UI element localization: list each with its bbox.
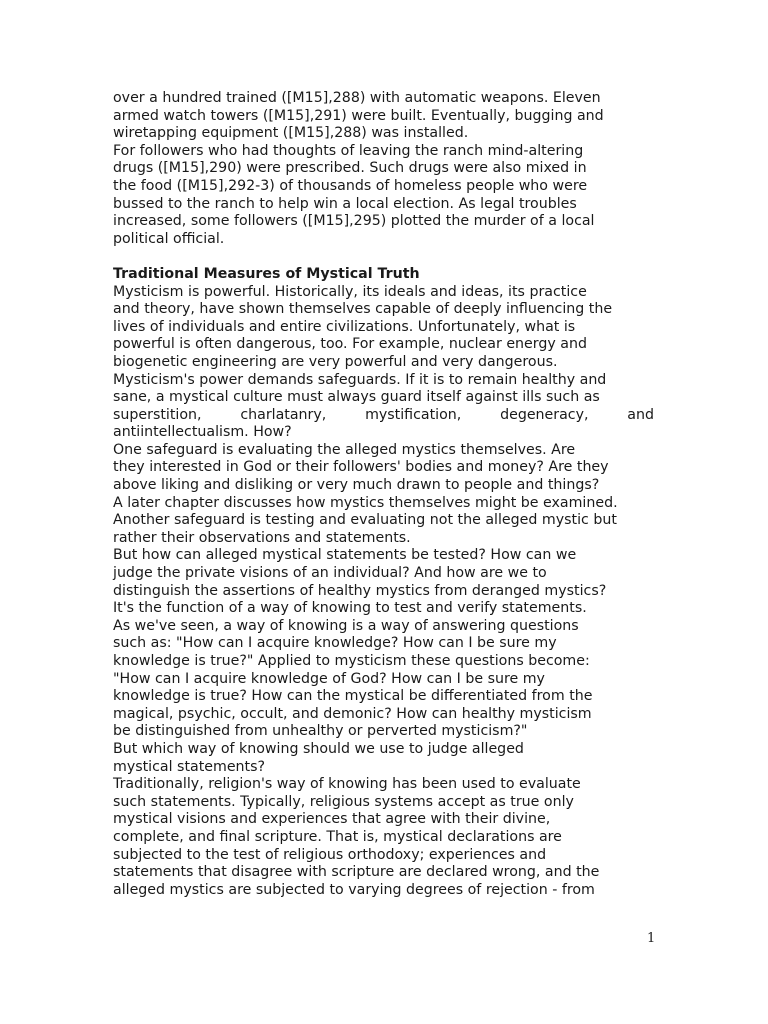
text-line: mystical visions and experiences that agree with their divine, xyxy=(113,811,551,828)
paragraph xyxy=(113,776,654,899)
paragraph xyxy=(113,90,654,143)
text-line: Another safeguard is testing and evaluating not the alleged mystic but xyxy=(113,512,617,529)
text-line: distinguish the assertions of healthy mystics from deranged mystics? xyxy=(113,582,607,599)
text-line: magical, psychic, occult, and demonic? How can healthy mysticism xyxy=(113,705,592,722)
text-line: mystical statements? xyxy=(113,758,266,775)
word: mystification, xyxy=(365,406,462,423)
text-line: and theory, have shown themselves capable of deeply influencing the xyxy=(113,301,613,318)
text-line: statements that disagree with scripture are declared wrong, and the xyxy=(113,864,600,881)
text-line: biogenetic engineering are very powerful and very dangerous. xyxy=(113,353,558,370)
paragraph xyxy=(113,618,654,741)
text-line: alleged mystics are subjected to varying degrees of rejection - from xyxy=(113,881,595,898)
paragraph xyxy=(113,284,654,372)
text-line: rather their observations and statements. xyxy=(113,529,411,546)
section-main xyxy=(113,284,654,900)
text-line: lives of individuals and entire civilizations. Unfortunately, what is xyxy=(113,318,576,335)
paragraph xyxy=(113,547,654,617)
text-line: But how can alleged mystical statements be tested? How can we xyxy=(113,547,577,564)
text-line: But which way of knowing should we use to judge alleged xyxy=(113,740,524,757)
text-line: above liking and disliking or very much drawn to people and things? xyxy=(113,477,600,494)
text-line: antiintellectualism. How? xyxy=(113,424,292,441)
text-line: increased, some followers ([M15],295) plotted the murder of a local xyxy=(113,213,595,230)
text-line: political official. xyxy=(113,230,225,247)
word: degeneracy, xyxy=(500,406,589,423)
text-line: "How can I acquire knowledge of God? How can I be sure my xyxy=(113,670,545,687)
text-line: wiretapping equipment ([M15],288) was installed. xyxy=(113,125,469,142)
text-line: such statements. Typically, religious systems accept as true only xyxy=(113,793,574,810)
word: and xyxy=(627,406,654,423)
text-line xyxy=(113,407,654,425)
text-line: they interested in God or their followers' bodies and money? Are they xyxy=(113,459,609,476)
document-body xyxy=(113,90,654,899)
paragraph xyxy=(113,741,654,776)
text-line: over a hundred trained ([M15],288) with automatic weapons. Eleven xyxy=(113,90,601,106)
paragraph xyxy=(113,143,654,249)
word: charlatanry, xyxy=(240,406,327,423)
text-line: knowledge is true?" Applied to mysticism these questions become: xyxy=(113,653,590,669)
paragraph xyxy=(113,372,654,442)
page-number: 1 xyxy=(647,931,656,946)
text-line: powerful is often dangerous, too. For example, nuclear energy and xyxy=(113,336,587,353)
word: superstition, xyxy=(113,406,202,423)
text-line: armed watch towers ([M15],291) were built. Eventually, bugging and xyxy=(113,107,604,124)
paragraph xyxy=(113,442,654,512)
text-line: One safeguard is evaluating the alleged mystics themselves. Are xyxy=(113,441,576,458)
text-line: Mysticism is powerful. Historically, its ideals and ideas, its practice xyxy=(113,283,587,300)
section-heading: Traditional Measures of Mystical Truth xyxy=(113,265,420,282)
text-line: For followers who had thoughts of leaving the ranch mind-altering xyxy=(113,142,584,159)
text-line: subjected to the test of religious orthodoxy; experiences and xyxy=(113,846,547,863)
text-line: As we've seen, a way of knowing is a way of answering questions xyxy=(113,617,579,634)
paragraph-gap xyxy=(113,248,654,266)
text-line: the food ([M15],292-3) of thousands of homeless people who were xyxy=(113,177,588,194)
text-line: drugs ([M15],290) were prescribed. Such drugs were also mixed in xyxy=(113,160,587,177)
text-line: It's the function of a way of knowing to test and verify statements. xyxy=(113,600,587,617)
text-line: complete, and final scripture. That is, mystical declarations are xyxy=(113,828,562,845)
section-before-heading xyxy=(113,90,654,248)
text-line: Traditionally, religion's way of knowing has been used to evaluate xyxy=(113,776,581,793)
text-line: knowledge is true? How can the mystical be differentiated from the xyxy=(113,688,593,705)
text-line: judge the private visions of an individual? And how are we to xyxy=(113,565,547,582)
paragraph xyxy=(113,512,654,547)
text-line: A later chapter discusses how mystics themselves might be examined. xyxy=(113,494,618,511)
text-line: be distinguished from unhealthy or perverted mysticism?" xyxy=(113,723,528,740)
text-line: bussed to the ranch to help win a local election. As legal troubles xyxy=(113,195,577,212)
text-line: sane, a mystical culture must always guard itself against ills such as xyxy=(113,389,600,406)
text-line: Mysticism's power demands safeguards. If it is to remain healthy and xyxy=(113,371,607,388)
text-line: such as: "How can I acquire knowledge? How can I be sure my xyxy=(113,635,557,652)
